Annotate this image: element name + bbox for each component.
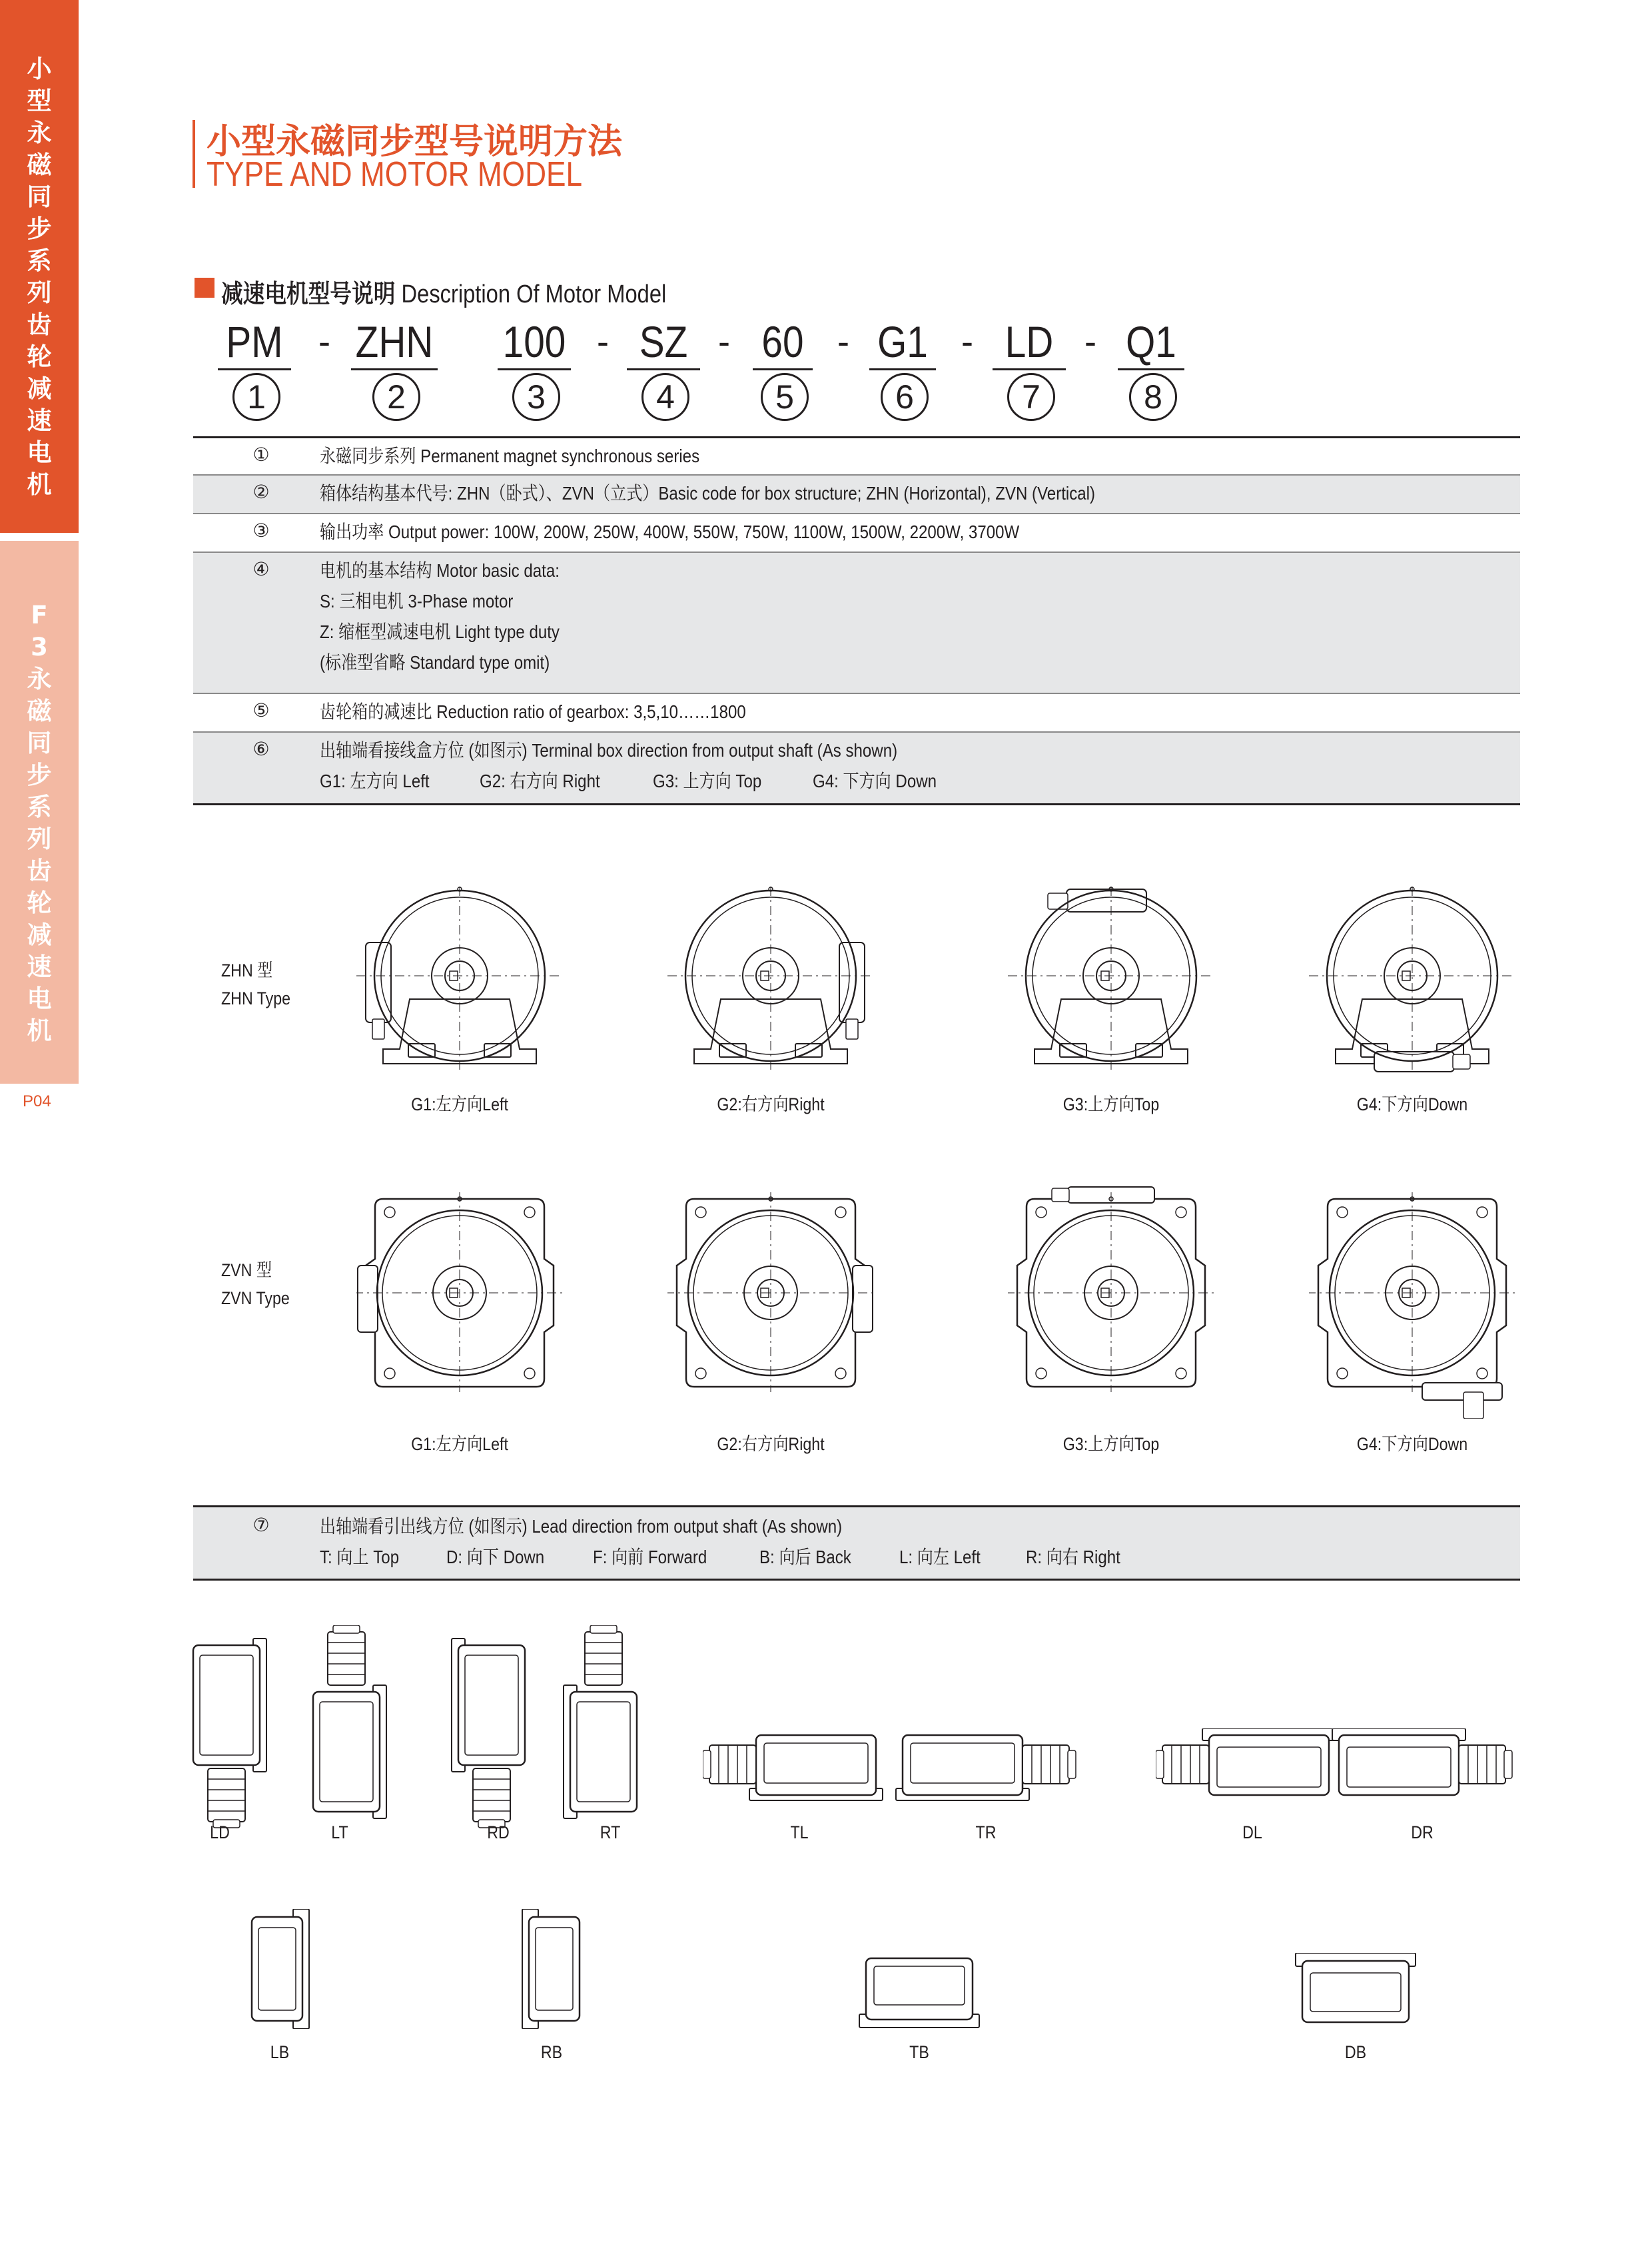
sidebar-char: 系 (27, 246, 52, 275)
table2-index: ⑦ (252, 1515, 270, 1535)
sidebar-char: 电 (27, 438, 52, 467)
zhn-type-label (221, 956, 290, 1012)
sidebar-char: 速 (27, 952, 52, 981)
page-title-cn: 小型永磁同步型号说明方法 (206, 122, 623, 162)
lead-option: R: 向右 Right (1026, 1547, 1120, 1567)
zhn-caption: G2:右方向Right (717, 1094, 825, 1114)
lead-option: D: 向下 Down (446, 1547, 545, 1567)
lead-label: DR (1411, 1822, 1434, 1842)
lead-tr-drawing (889, 1728, 1082, 1808)
lead-option: F: 向前 Forward (593, 1547, 707, 1567)
page-number: P04 (23, 1092, 51, 1110)
table2-line: 出轴端看引出线方位 (如图示) Lead direction from output shaft (As shown) (320, 1516, 843, 1537)
lead-label: TB (909, 2042, 929, 2062)
table2-row (193, 1507, 1520, 1579)
code-segment: Q1 (1126, 317, 1176, 366)
row-text: 齿轮箱的减速比 Reduction ratio of gearbox: 3,5,10……1800 (320, 701, 746, 722)
code-separator: - (718, 322, 730, 362)
code-number-circle: 5 (761, 373, 809, 421)
zvn-caption: G3:上方向Top (1062, 1434, 1160, 1454)
sidebar-char: 永 (27, 665, 52, 693)
code-separator: - (961, 322, 973, 362)
row-text: 永磁同步系列 Permanent magnet synchronous series (320, 446, 700, 466)
sidebar-bottom-text (0, 599, 79, 1047)
lead-label: RD (487, 1822, 510, 1842)
g-option: G4: 下方向 Down (813, 771, 937, 791)
zvn-caption: G1:左方向Left (411, 1434, 508, 1454)
row-divider (193, 474, 1520, 476)
lead-label: DB (1344, 2042, 1367, 2062)
row-divider (193, 731, 1520, 733)
row-index: ③ (252, 520, 270, 541)
code-underline (1118, 368, 1184, 370)
sidebar-char: 同 (27, 183, 52, 211)
lead-label: LD (210, 1822, 230, 1842)
code-underline (498, 368, 571, 370)
code-number-circle: 2 (372, 373, 420, 421)
sidebar-char: 速 (27, 406, 52, 435)
sidebar-char: 轮 (27, 889, 52, 917)
code-segment: G1 (877, 317, 928, 366)
code-segment: PM (226, 317, 283, 366)
lead-label: DL (1242, 1822, 1262, 1842)
row-index: ② (252, 482, 270, 502)
row-text: (标准型省略 Standard type omit) (320, 652, 550, 673)
zhn-caption: G1:左方向Left (411, 1094, 508, 1114)
lead-label: LB (270, 2042, 290, 2062)
row-text: 电机的基本结构 Motor basic data: (320, 560, 560, 581)
lead-option: B: 向后 Back (759, 1547, 851, 1567)
sidebar-char: 步 (27, 761, 52, 789)
code-separator: - (837, 322, 849, 362)
row-index: ① (252, 444, 270, 465)
code-underline (869, 368, 936, 370)
lead-dl-drawing (1156, 1728, 1349, 1808)
row-text: S: 三相电机 3-Phase motor (320, 591, 514, 611)
lead-tl-drawing (703, 1728, 896, 1808)
sidebar-char: 系 (27, 793, 52, 821)
g-option: G1: 左方向 Left (320, 771, 430, 791)
sidebar-char: 减 (27, 374, 52, 403)
code-number-circle: 3 (512, 373, 560, 421)
section-marker (195, 278, 214, 298)
zhn-top-drawing (1008, 869, 1214, 1076)
sidebar-char: 机 (27, 1016, 52, 1045)
sidebar-char: 磁 (27, 151, 52, 179)
sidebar-char: 减 (27, 921, 52, 949)
lead-label: TL (790, 1822, 809, 1842)
code-number-circle: 6 (881, 373, 929, 421)
zvn-caption: G2:右方向Right (717, 1434, 825, 1454)
sidebar-char: 机 (27, 470, 52, 499)
code-underline (627, 368, 700, 370)
zvn-type-label (221, 1256, 290, 1312)
row-divider (193, 513, 1520, 514)
sidebar-char: 型 (27, 87, 52, 115)
sidebar-char: 永 (27, 119, 52, 147)
lead-label: TR (975, 1822, 997, 1842)
table1-row (193, 733, 1520, 803)
zhn-label-en: ZHN Type (221, 988, 291, 1008)
code-separator: - (318, 322, 330, 362)
table1-row (193, 553, 1520, 694)
table2-bottom-rule (193, 1579, 1520, 1581)
row-divider (193, 693, 1520, 694)
row-index: ④ (252, 559, 270, 579)
sidebar-char: 同 (27, 729, 52, 757)
lead-lb-drawing (246, 1909, 313, 2029)
table1-row (193, 694, 1520, 733)
zhn-right-drawing (667, 869, 874, 1076)
code-number-circle: 1 (232, 373, 280, 421)
lead-rb-drawing (518, 1909, 585, 2029)
code-segment: LD (1005, 317, 1054, 366)
sidebar-top-text (0, 53, 79, 501)
table1-row (193, 476, 1520, 514)
sidebar-char: 齿 (27, 857, 52, 885)
title-accent-bar (193, 120, 195, 188)
zvn-left-drawing (356, 1179, 563, 1419)
code-underline (753, 368, 813, 370)
lead-label: RT (600, 1822, 621, 1842)
zvn-label-cn: ZVN 型 (221, 1260, 272, 1280)
code-number-circle: 8 (1129, 373, 1177, 421)
lead-rd-drawing (445, 1625, 552, 1832)
zhn-down-drawing (1309, 869, 1515, 1076)
row-index: ⑤ (252, 700, 270, 721)
lead-tb-drawing (853, 1953, 986, 2030)
sidebar-char: 小 (27, 55, 52, 83)
code-underline (218, 368, 291, 370)
zvn-down-drawing (1309, 1179, 1515, 1419)
lead-label: LT (331, 1822, 348, 1842)
code-number-circle: 7 (1007, 373, 1055, 421)
sidebar-char: 齿 (27, 310, 52, 339)
row-divider (193, 552, 1520, 553)
lead-label: RB (540, 2042, 563, 2062)
section-title-en: Description Of Motor Model (401, 280, 667, 308)
zvn-top-drawing (1008, 1179, 1214, 1419)
code-underline (993, 368, 1066, 370)
zvn-caption: G4:下方向Down (1356, 1434, 1468, 1454)
code-separator: - (597, 322, 609, 362)
sidebar-char: 列 (27, 278, 52, 307)
sidebar-char: 列 (27, 825, 52, 853)
lead-lt-drawing (286, 1625, 393, 1832)
sidebar-char: 磁 (27, 697, 52, 725)
code-underline (351, 368, 438, 370)
code-separator: - (1084, 322, 1096, 362)
row-text: 箱体结构基本代号: ZHN（卧式）、ZVN（立式）Basic code for box structure; ZHN (Horizontal), ZVN (Vertical) (320, 483, 1096, 504)
zhn-left-drawing (356, 869, 563, 1076)
sidebar-char: 步 (27, 214, 52, 243)
table1-row (193, 514, 1520, 553)
g-option: G3: 上方向 Top (653, 771, 762, 791)
sidebar-char: F (31, 601, 48, 629)
zvn-right-drawing (667, 1179, 874, 1419)
sidebar-char: 电 (27, 984, 52, 1013)
page-title-en: TYPE AND MOTOR MODEL (206, 155, 583, 194)
row-index: ⑥ (252, 739, 270, 759)
section-title-cn: 减速电机型号说明 (221, 279, 396, 308)
zhn-caption: G3:上方向Top (1062, 1094, 1160, 1114)
lead-rt-drawing (557, 1625, 663, 1832)
zhn-caption: G4:下方向Down (1356, 1094, 1468, 1114)
lead-dr-drawing (1326, 1728, 1519, 1808)
g-option: G2: 右方向 Right (480, 771, 600, 791)
lead-db-drawing (1289, 1953, 1422, 2030)
table1-row (193, 438, 1520, 476)
sidebar-char: 3 (31, 633, 48, 661)
row-text: Z: 缩框型减速电机 Light type duty (320, 621, 560, 642)
zhn-label-cn: ZHN 型 (221, 960, 273, 980)
code-segment: 60 (761, 317, 804, 366)
lead-option: L: 向左 Left (899, 1547, 981, 1567)
code-segment: SZ (639, 317, 688, 366)
zvn-label-en: ZVN Type (221, 1288, 290, 1308)
row-text: 出轴端看接线盒方位 (如图示) Terminal box direction from output shaft (As shown) (320, 740, 898, 761)
lead-option: T: 向上 Top (320, 1547, 400, 1567)
lead-ld-drawing (167, 1625, 273, 1832)
section-title (221, 273, 666, 310)
code-segment: ZHN (355, 317, 434, 366)
sidebar-char: 轮 (27, 342, 52, 371)
table1-bottom-rule (193, 803, 1520, 805)
code-segment: 100 (502, 317, 566, 366)
code-number-circle: 4 (641, 373, 689, 421)
row-text: 输出功率 Output power: 100W, 200W, 250W, 400W, 550W, 750W, 1100W, 1500W, 2200W, 3700W (320, 522, 1020, 542)
